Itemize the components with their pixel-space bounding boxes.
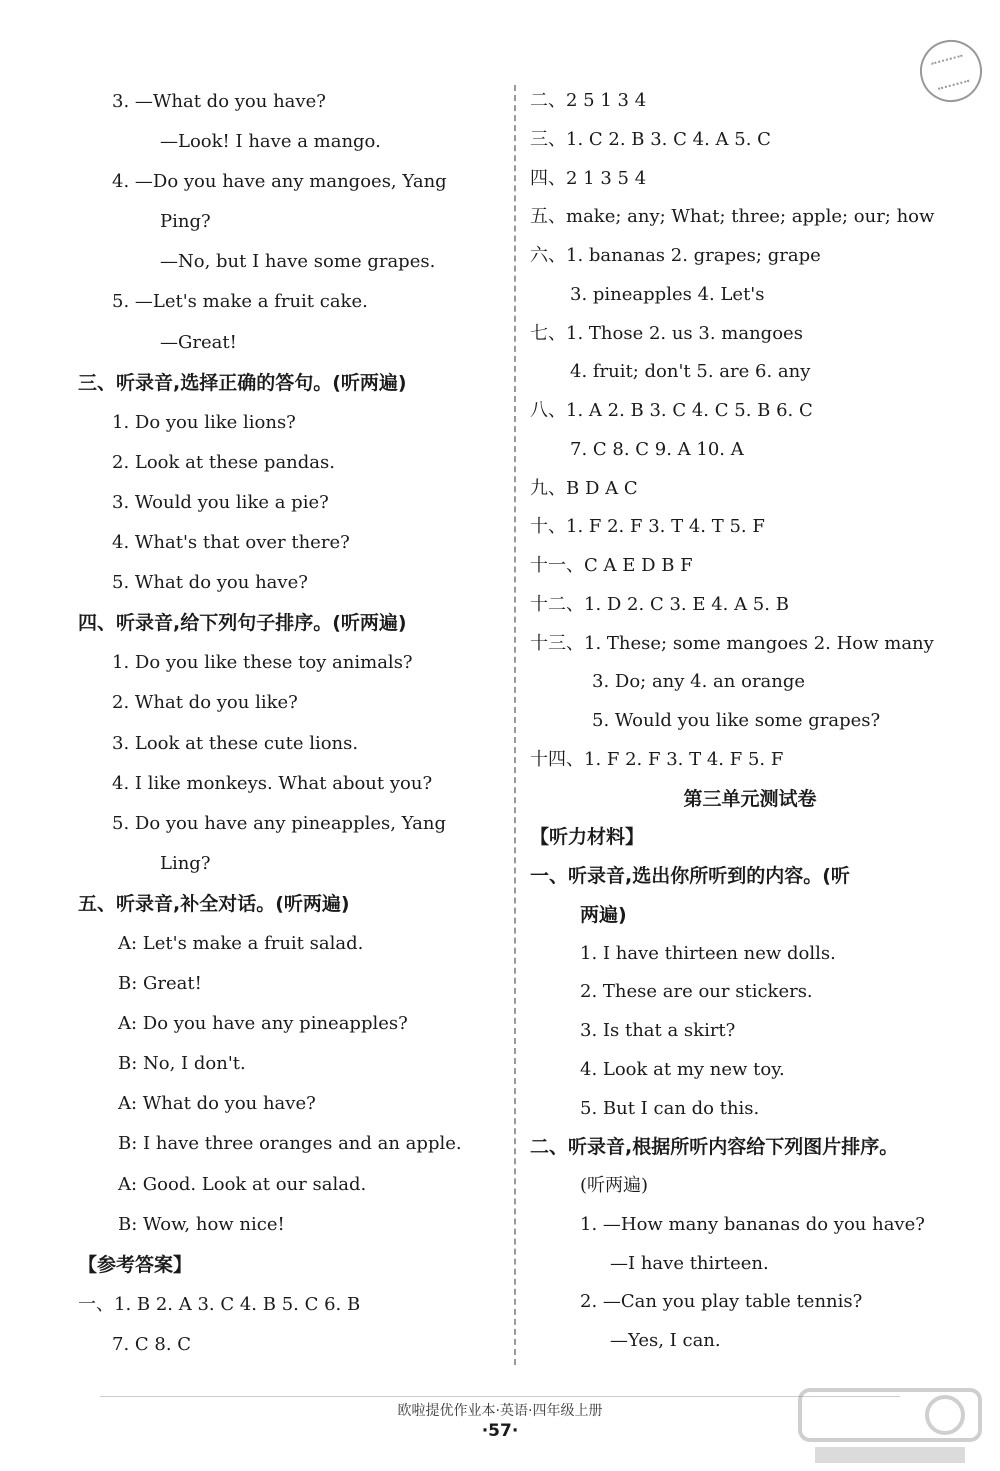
dialogue-line: A: What do you have?: [118, 1093, 316, 1115]
footer-rule: [100, 1396, 900, 1397]
text-line: 1. Do you like lions?: [112, 411, 296, 433]
answer-line: 三、1. C 2. B 3. C 4. A 5. C: [530, 128, 771, 150]
answer-line: 十一、C A E D B F: [530, 555, 693, 576]
page-number: ·57·: [481, 1421, 519, 1441]
answer-line: 八、1. A 2. B 3. C 4. C 5. B 6. C: [530, 400, 813, 421]
text-line: 4. What's that over there?: [112, 532, 350, 554]
text-line: —No, but I have some grapes.: [160, 251, 436, 273]
dialogue-line: B: Wow, how nice!: [118, 1213, 285, 1235]
column-divider: [514, 85, 516, 1365]
section-heading: 五、听录音,补全对话。(听两遍): [78, 892, 350, 915]
text-line: 1. I have thirteen new dolls.: [580, 942, 836, 964]
text-line: 3. Would you like a pie?: [112, 491, 329, 513]
text-line: 2. These are our stickers.: [580, 981, 813, 1003]
answer-line: 十四、1. F 2. F 3. T 4. F 5. F: [530, 748, 784, 770]
unit-test-title: 第三单元测试卷: [683, 787, 817, 810]
text-line: 2. —Can you play table tennis?: [580, 1291, 863, 1313]
dialogue-line: A: Let's make a fruit salad.: [118, 932, 364, 954]
text-line: 5. —Let's make a fruit cake.: [112, 291, 368, 313]
answer-line: 十、1. F 2. F 3. T 4. T 5. F: [530, 516, 765, 538]
text-line: Ping?: [160, 211, 211, 233]
text-line: 1. —How many bananas do you have?: [580, 1213, 925, 1235]
answer-line: 六、1. bananas 2. grapes; grape: [530, 245, 821, 266]
answer-line: 5. Would you like some grapes?: [592, 710, 881, 731]
text-line: 1. Do you like these toy animals?: [112, 652, 413, 674]
text-line: —I have thirteen.: [610, 1252, 769, 1274]
answer-line: 4. fruit; don't 5. are 6. any: [570, 361, 811, 383]
dialogue-line: A: Good. Look at our salad.: [118, 1173, 367, 1195]
watermark-logo-icon: [795, 1385, 985, 1470]
right-column: [530, 82, 970, 1361]
dialogue-line: B: No, I don't.: [118, 1053, 246, 1075]
text-line: 4. —Do you have any mangoes, Yang: [112, 171, 447, 193]
section-heading: 一、听录音,选出你所听到的内容。(听: [530, 865, 850, 887]
section-heading: 两遍): [580, 903, 627, 926]
answer-line: 四、2 1 3 5 4: [530, 167, 647, 189]
text-line: 5. Do you have any pineapples, Yang: [112, 812, 447, 834]
answer-line: 7. C 8. C 9. A 10. A: [570, 438, 744, 460]
text-line: 2. Look at these pandas.: [112, 451, 335, 473]
text-line: 5. What do you have?: [112, 572, 308, 594]
text-line: 3. Is that a skirt?: [580, 1020, 736, 1041]
listening-material-heading: 【听力材料】: [530, 826, 645, 849]
text-line: 4. Look at my new toy.: [580, 1058, 785, 1080]
answer-line: 七、1. Those 2. us 3. mangoes: [530, 322, 803, 344]
text-line: —Look! I have a mango.: [160, 131, 381, 153]
section-heading: 三、听录音,选择正确的答句。(听两遍): [78, 371, 407, 394]
answer-line: 一、1. B 2. A 3. C 4. B 5. C 6. B: [78, 1293, 361, 1315]
answer-line: 二、2 5 1 3 4: [530, 90, 647, 111]
answer-line: 十三、1. These; some mangoes 2. How many: [530, 632, 934, 654]
dialogue-line: B: I have three oranges and an apple.: [118, 1133, 462, 1155]
book-title: 欧啦提优作业本·英语·四年级上册: [397, 1403, 603, 1419]
text-line: Ling?: [160, 852, 211, 874]
section-heading: 二、听录音,根据所听内容给下列图片排序。: [530, 1136, 899, 1159]
answer-line: 3. Do; any 4. an orange: [592, 671, 806, 693]
answer-line: 五、make; any; What; three; apple; our; how: [530, 206, 935, 228]
text-line: (听两遍): [580, 1175, 649, 1196]
answer-line: 3. pineapples 4. Let's: [570, 283, 765, 305]
answer-line: 7. C 8. C: [112, 1333, 192, 1355]
text-line: 5. But I can do this.: [580, 1097, 760, 1119]
section-heading: 四、听录音,给下列句子排序。(听两遍): [78, 612, 407, 635]
text-line: —Great!: [160, 331, 237, 353]
left-column: [78, 82, 503, 1365]
text-line: —Yes, I can.: [610, 1330, 721, 1351]
text-line: 3. Look at these cute lions.: [112, 732, 359, 754]
text-line: 2. What do you like?: [112, 692, 298, 714]
dialogue-line: A: Do you have any pineapples?: [118, 1013, 408, 1035]
answer-key-heading: 【参考答案】: [78, 1253, 193, 1276]
text-line: 3. —What do you have?: [112, 91, 326, 112]
text-line: 4. I like monkeys. What about you?: [112, 772, 433, 794]
answer-line: 十二、1. D 2. C 3. E 4. A 5. B: [530, 593, 789, 615]
dialogue-line: B: Great!: [118, 973, 202, 995]
answer-line: 九、B D A C: [530, 477, 638, 499]
